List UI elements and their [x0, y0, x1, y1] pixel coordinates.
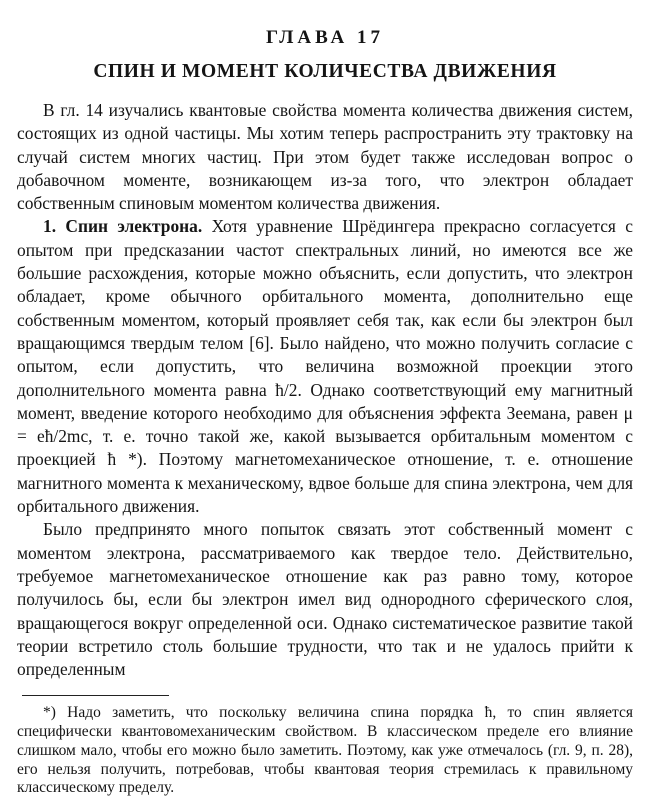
- spin-section-paragraph: [17, 215, 633, 518]
- chapter-number: ГЛАВА 17: [265, 27, 385, 48]
- section-heading: 1. Спин электрона.: [43, 216, 203, 237]
- section-text: Хотя уравнение Шрёдингера прекрасно согласуется с опытом при предсказании частот спектральных линий, но имеются все же большие расхождения, которые можно объяснить, если допустить, что электрон обладает, кроме обычного орбитального момента, дополнительно еще собственным моментом, который проявляет себя так, как если бы электрон был вращающимся твердым телом [6]. Было найдено, что можно получить согласие с опытом, если допустить, что величина возможной проекции этого дополнительного момента равна ħ/2. Однако соответствующий ему магнитный момент, введение которого необходимо для объяснения эффекта Зеемана, равен μ = eħ/2mc, т. е. точно такой же, какой вызывается орбитальным моментом с проекцией ħ *). Поэтому магнетомеханическое отношение, т. е. отношение магнитного момента к механическому, вдвое больше для спина электрона, чем для орбитального движения.: [17, 216, 633, 517]
- footnote-text: *) Надо заметить, что поскольку величина спина порядка ħ, то спин является специфически квантовомеханическим свойством. В классическом пределе его влияние слишком мало, чтобы его можно было заметить. Поэтому, как уже отмечалось (гл. 9, п. 28), его нельзя получить, потребовав, чтобы квантовая теория стремилась к правильному классическому пределу.: [17, 704, 633, 797]
- third-paragraph: Было предпринято много попыток связать этот собственный момент с моментом электрона, рассматриваемого как твердое тело. Действительно, требуемое магнетомеханическое отношение как раз равно тому, которое получилось бы, если бы электрон имел вид однородного сферического слоя, вращающегося вокруг определенной оси. Однако систематическое развитие такой теории встретило столь большие трудности, что так и не удалось прийти к определенным: [17, 519, 633, 680]
- intro-paragraph: В гл. 14 изучались квантовые свойства момента количества движения систем, состоящих из одной частицы. Мы хотим теперь распространить эту трактовку на случай систем многих частиц. При этом будет также исследован вопрос о добавочном моменте, возникающем из-за того, что электрон обладает собственным спиновым моментом количества движения.: [17, 100, 633, 214]
- body-text: [17, 99, 633, 681]
- chapter-title: СПИН И МОМЕНТ КОЛИЧЕСТВА ДВИЖЕНИЯ: [93, 61, 557, 82]
- footnote: [17, 704, 633, 798]
- footnote-divider: [22, 695, 169, 696]
